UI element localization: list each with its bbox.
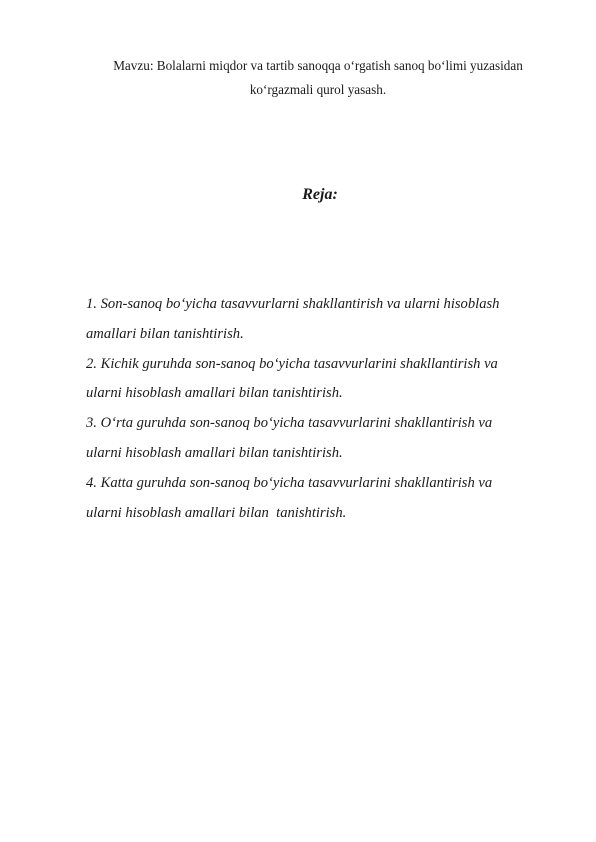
plan-item-line: ularni hisoblash amallari bilan tanishtirish. xyxy=(86,504,347,521)
plan-item-2 xyxy=(86,350,556,410)
plan-heading: Reja: xyxy=(302,186,338,203)
subject-line-1: Mavzu: Bolalarni miqdor va tartib sanoqqa o‘rgatish sanoq bo‘limi yuzasidan xyxy=(113,58,523,73)
plan-item-4 xyxy=(86,469,556,529)
plan-item-line: 4. Katta guruhda son-sanoq bo‘yicha tasavvurlarini shakllantirish va xyxy=(86,474,493,491)
plan-item-line: amallari bilan tanishtirish. xyxy=(86,325,244,342)
plan-item-line: 2. Kichik guruhda son-sanoq bo‘yicha tasavvurlarini shakllantirish va xyxy=(86,355,498,372)
plan-item-line: 1. Son-sanoq bo‘yicha tasavvurlarni shakllantirish va ularni hisoblash xyxy=(86,296,500,312)
plan-item-line: ularni hisoblash amallari bilan tanishtirish. xyxy=(86,385,343,402)
plan-item-3 xyxy=(86,409,556,469)
plan-item-line: ularni hisoblash amallari bilan tanishtirish. xyxy=(86,444,343,461)
plan-list xyxy=(86,290,556,528)
plan-item-line: 3. O‘rta guruhda son-sanoq bo‘yicha tasavvurlarini shakllantirish va xyxy=(86,415,493,432)
plan-item-1 xyxy=(86,290,556,350)
subject-line-2: ko‘rgazmali qurol yasash. xyxy=(249,82,387,97)
document-subject xyxy=(86,54,550,102)
